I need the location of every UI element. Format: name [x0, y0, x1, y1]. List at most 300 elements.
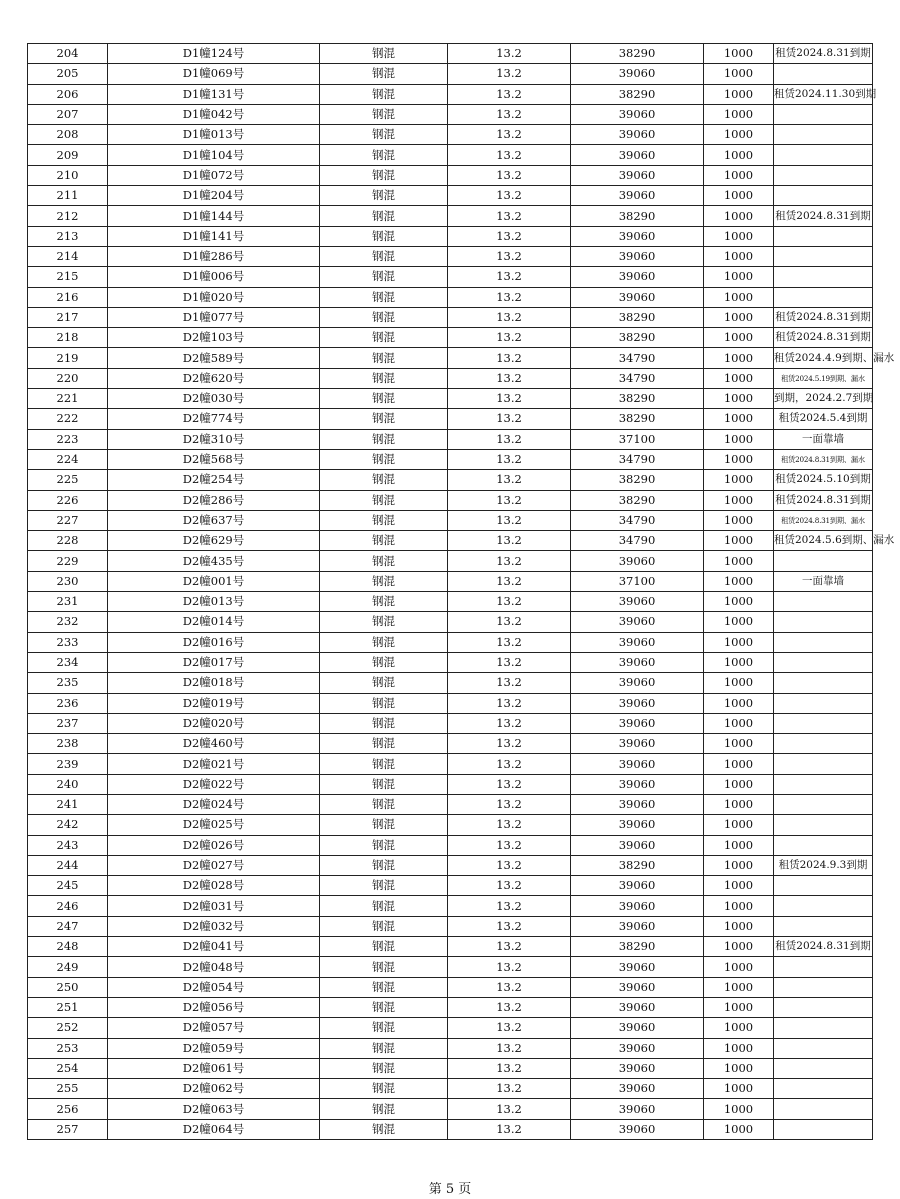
table-row [28, 510, 873, 530]
price-cell: 38290 [571, 470, 704, 490]
price-cell: 39060 [571, 145, 704, 165]
deposit-cell: 1000 [704, 835, 774, 855]
remark-cell [774, 957, 873, 977]
location-cell: D2幢061号 [108, 1058, 320, 1078]
area-cell: 13.2 [448, 125, 571, 145]
deposit-cell: 1000 [704, 1099, 774, 1119]
structure-cell: 钢混 [320, 937, 448, 957]
structure-cell: 钢混 [320, 348, 448, 368]
deposit-cell: 1000 [704, 1018, 774, 1038]
location-cell: D2幢018号 [108, 673, 320, 693]
deposit-cell: 1000 [704, 632, 774, 652]
price-cell: 38290 [571, 44, 704, 64]
deposit-cell: 1000 [704, 145, 774, 165]
table-row [28, 1079, 873, 1099]
location-cell: D1幢069号 [108, 64, 320, 84]
location-cell: D2幢025号 [108, 815, 320, 835]
structure-cell: 钢混 [320, 632, 448, 652]
row-number-cell: 238 [28, 734, 108, 754]
area-cell: 13.2 [448, 470, 571, 490]
location-cell: D2幢001号 [108, 571, 320, 591]
table-row [28, 1099, 873, 1119]
area-cell: 13.2 [448, 104, 571, 124]
remark-cell [774, 754, 873, 774]
remark-cell: 到期，2024.2.7到期 [774, 389, 873, 409]
remark-cell [774, 551, 873, 571]
location-cell: D2幢057号 [108, 1018, 320, 1038]
deposit-cell: 1000 [704, 896, 774, 916]
table-row [28, 490, 873, 510]
location-cell: D2幢589号 [108, 348, 320, 368]
table-row [28, 125, 873, 145]
remark-cell [774, 673, 873, 693]
price-cell: 39060 [571, 1018, 704, 1038]
deposit-cell: 1000 [704, 1079, 774, 1099]
structure-cell: 钢混 [320, 490, 448, 510]
row-number-cell: 209 [28, 145, 108, 165]
structure-cell: 钢混 [320, 997, 448, 1017]
price-cell: 39060 [571, 104, 704, 124]
price-cell: 34790 [571, 449, 704, 469]
location-cell: D2幢030号 [108, 389, 320, 409]
row-number-cell: 214 [28, 246, 108, 266]
table-row [28, 64, 873, 84]
area-cell: 13.2 [448, 815, 571, 835]
area-cell: 13.2 [448, 409, 571, 429]
location-cell: D2幢020号 [108, 713, 320, 733]
table-row [28, 652, 873, 672]
price-cell: 39060 [571, 794, 704, 814]
row-number-cell: 205 [28, 64, 108, 84]
remark-cell [774, 794, 873, 814]
location-cell: D2幢103号 [108, 328, 320, 348]
area-cell: 13.2 [448, 84, 571, 104]
deposit-cell: 1000 [704, 612, 774, 632]
remark-cell [774, 226, 873, 246]
area-cell: 13.2 [448, 957, 571, 977]
deposit-cell: 1000 [704, 44, 774, 64]
location-cell: D2幢021号 [108, 754, 320, 774]
deposit-cell: 1000 [704, 937, 774, 957]
remark-cell [774, 815, 873, 835]
price-cell: 38290 [571, 937, 704, 957]
remark-cell [774, 693, 873, 713]
location-cell: D1幢077号 [108, 307, 320, 327]
area-cell: 13.2 [448, 531, 571, 551]
price-cell: 39060 [571, 652, 704, 672]
table-row [28, 693, 873, 713]
row-number-cell: 235 [28, 673, 108, 693]
table-row [28, 531, 873, 551]
location-cell: D2幢024号 [108, 794, 320, 814]
location-cell: D2幢031号 [108, 896, 320, 916]
row-number-cell: 248 [28, 937, 108, 957]
price-cell: 38290 [571, 328, 704, 348]
table-row [28, 287, 873, 307]
table-row [28, 267, 873, 287]
price-cell: 39060 [571, 1079, 704, 1099]
row-number-cell: 218 [28, 328, 108, 348]
table-row [28, 612, 873, 632]
deposit-cell: 1000 [704, 815, 774, 835]
structure-cell: 钢混 [320, 1018, 448, 1038]
structure-cell: 钢混 [320, 429, 448, 449]
row-number-cell: 249 [28, 957, 108, 977]
remark-cell: 租赁2024.5.4到期 [774, 409, 873, 429]
location-cell: D2幢286号 [108, 490, 320, 510]
structure-cell: 钢混 [320, 876, 448, 896]
price-cell: 39060 [571, 165, 704, 185]
remark-cell [774, 64, 873, 84]
table-row [28, 937, 873, 957]
row-number-cell: 233 [28, 632, 108, 652]
remark-cell: 租赁2024.8.31到期 [774, 937, 873, 957]
table-row [28, 186, 873, 206]
structure-cell: 钢混 [320, 571, 448, 591]
deposit-cell: 1000 [704, 246, 774, 266]
area-cell: 13.2 [448, 267, 571, 287]
remark-cell [774, 1099, 873, 1119]
table-row [28, 307, 873, 327]
location-cell: D2幢017号 [108, 652, 320, 672]
deposit-cell: 1000 [704, 916, 774, 936]
row-number-cell: 232 [28, 612, 108, 632]
area-cell: 13.2 [448, 673, 571, 693]
structure-cell: 钢混 [320, 470, 448, 490]
remark-cell: 租赁2024.9.3到期 [774, 855, 873, 875]
area-cell: 13.2 [448, 44, 571, 64]
table-row [28, 145, 873, 165]
deposit-cell: 1000 [704, 307, 774, 327]
price-cell: 34790 [571, 510, 704, 530]
structure-cell: 钢混 [320, 835, 448, 855]
structure-cell: 钢混 [320, 1058, 448, 1078]
row-number-cell: 230 [28, 571, 108, 591]
location-cell: D2幢460号 [108, 734, 320, 754]
structure-cell: 钢混 [320, 713, 448, 733]
location-cell: D1幢006号 [108, 267, 320, 287]
structure-cell: 钢混 [320, 896, 448, 916]
location-cell: D2幢026号 [108, 835, 320, 855]
structure-cell: 钢混 [320, 957, 448, 977]
structure-cell: 钢混 [320, 145, 448, 165]
location-cell: D2幢629号 [108, 531, 320, 551]
price-cell: 39060 [571, 977, 704, 997]
area-cell: 13.2 [448, 997, 571, 1017]
remark-cell: 租赁2024.8.31到期、漏水 [774, 449, 873, 469]
deposit-cell: 1000 [704, 267, 774, 287]
remark-cell [774, 104, 873, 124]
price-cell: 34790 [571, 531, 704, 551]
structure-cell: 钢混 [320, 815, 448, 835]
location-cell: D2幢056号 [108, 997, 320, 1017]
area-cell: 13.2 [448, 490, 571, 510]
row-number-cell: 252 [28, 1018, 108, 1038]
row-number-cell: 245 [28, 876, 108, 896]
row-number-cell: 237 [28, 713, 108, 733]
area-cell: 13.2 [448, 977, 571, 997]
row-number-cell: 242 [28, 815, 108, 835]
location-cell: D2幢016号 [108, 632, 320, 652]
location-cell: D2幢310号 [108, 429, 320, 449]
remark-cell: 租赁2024.8.31到期 [774, 490, 873, 510]
row-number-cell: 253 [28, 1038, 108, 1058]
area-cell: 13.2 [448, 754, 571, 774]
remark-cell: 租赁2024.8.31到期 [774, 307, 873, 327]
price-cell: 39060 [571, 734, 704, 754]
structure-cell: 钢混 [320, 774, 448, 794]
area-cell: 13.2 [448, 713, 571, 733]
remark-cell: 租赁2024.5.19到期、漏水 [774, 368, 873, 388]
price-cell: 38290 [571, 855, 704, 875]
remark-cell [774, 267, 873, 287]
structure-cell: 钢混 [320, 267, 448, 287]
location-cell: D2幢019号 [108, 693, 320, 713]
structure-cell: 钢混 [320, 1099, 448, 1119]
table-row [28, 551, 873, 571]
structure-cell: 钢混 [320, 186, 448, 206]
location-cell: D1幢204号 [108, 186, 320, 206]
table-row [28, 328, 873, 348]
parking-space-table [27, 43, 895, 1140]
row-number-cell: 226 [28, 490, 108, 510]
price-cell: 38290 [571, 206, 704, 226]
row-number-cell: 234 [28, 652, 108, 672]
price-cell: 38290 [571, 490, 704, 510]
table-row [28, 997, 873, 1017]
area-cell: 13.2 [448, 449, 571, 469]
table-row [28, 713, 873, 733]
area-cell: 13.2 [448, 226, 571, 246]
row-number-cell: 213 [28, 226, 108, 246]
price-cell: 38290 [571, 84, 704, 104]
remark-cell [774, 1058, 873, 1078]
table-row [28, 571, 873, 591]
remark-cell: 租赁2024.4.9到期、漏水 [774, 348, 873, 368]
remark-cell [774, 186, 873, 206]
location-cell: D2幢774号 [108, 409, 320, 429]
structure-cell: 钢混 [320, 1079, 448, 1099]
table-row [28, 957, 873, 977]
remark-cell: 一面靠墙 [774, 571, 873, 591]
area-cell: 13.2 [448, 1018, 571, 1038]
price-cell: 39060 [571, 774, 704, 794]
location-cell: D2幢620号 [108, 368, 320, 388]
structure-cell: 钢混 [320, 368, 448, 388]
row-number-cell: 221 [28, 389, 108, 409]
row-number-cell: 254 [28, 1058, 108, 1078]
deposit-cell: 1000 [704, 571, 774, 591]
remark-cell: 租赁2024.5.6到期、漏水 [774, 531, 873, 551]
remark-cell [774, 287, 873, 307]
structure-cell: 钢混 [320, 165, 448, 185]
deposit-cell: 1000 [704, 186, 774, 206]
table-row [28, 734, 873, 754]
table-row [28, 896, 873, 916]
area-cell: 13.2 [448, 632, 571, 652]
area-cell: 13.2 [448, 855, 571, 875]
row-number-cell: 224 [28, 449, 108, 469]
deposit-cell: 1000 [704, 287, 774, 307]
row-number-cell: 240 [28, 774, 108, 794]
deposit-cell: 1000 [704, 592, 774, 612]
page-number: 第 5 页 [428, 1182, 472, 1197]
row-number-cell: 204 [28, 44, 108, 64]
deposit-cell: 1000 [704, 997, 774, 1017]
remark-cell: 租赁2024.8.31到期 [774, 328, 873, 348]
structure-cell: 钢混 [320, 226, 448, 246]
table-row [28, 389, 873, 409]
location-cell: D1幢131号 [108, 84, 320, 104]
deposit-cell: 1000 [704, 794, 774, 814]
table-row [28, 815, 873, 835]
remark-cell: 租赁2024.8.31到期、漏水 [774, 510, 873, 530]
remark-cell [774, 592, 873, 612]
location-cell: D1幢013号 [108, 125, 320, 145]
remark-cell [774, 1018, 873, 1038]
structure-cell: 钢混 [320, 64, 448, 84]
deposit-cell: 1000 [704, 429, 774, 449]
deposit-cell: 1000 [704, 348, 774, 368]
location-cell: D2幢041号 [108, 937, 320, 957]
table-row [28, 165, 873, 185]
row-number-cell: 212 [28, 206, 108, 226]
area-cell: 13.2 [448, 165, 571, 185]
price-cell: 39060 [571, 1058, 704, 1078]
row-number-cell: 247 [28, 916, 108, 936]
price-cell: 39060 [571, 64, 704, 84]
row-number-cell: 208 [28, 125, 108, 145]
location-cell: D2幢022号 [108, 774, 320, 794]
deposit-cell: 1000 [704, 409, 774, 429]
price-cell: 39060 [571, 997, 704, 1017]
structure-cell: 钢混 [320, 652, 448, 672]
row-number-cell: 220 [28, 368, 108, 388]
row-number-cell: 246 [28, 896, 108, 916]
area-cell: 13.2 [448, 186, 571, 206]
table-row [28, 449, 873, 469]
table-row [28, 876, 873, 896]
row-number-cell: 231 [28, 592, 108, 612]
structure-cell: 钢混 [320, 916, 448, 936]
price-cell: 39060 [571, 673, 704, 693]
deposit-cell: 1000 [704, 1038, 774, 1058]
price-cell: 39060 [571, 693, 704, 713]
remark-cell [774, 876, 873, 896]
table-body [28, 44, 895, 1140]
row-number-cell: 239 [28, 754, 108, 774]
table-row [28, 835, 873, 855]
deposit-cell: 1000 [704, 125, 774, 145]
table-row [28, 1119, 873, 1139]
table-row [28, 246, 873, 266]
structure-cell: 钢混 [320, 206, 448, 226]
structure-cell: 钢混 [320, 389, 448, 409]
location-cell: D2幢064号 [108, 1119, 320, 1139]
remark-cell: 租赁2024.5.10到期 [774, 470, 873, 490]
deposit-cell: 1000 [704, 328, 774, 348]
remark-cell [774, 774, 873, 794]
area-cell: 13.2 [448, 612, 571, 632]
table-row [28, 977, 873, 997]
row-number-cell: 229 [28, 551, 108, 571]
structure-cell: 钢混 [320, 693, 448, 713]
deposit-cell: 1000 [704, 876, 774, 896]
deposit-cell: 1000 [704, 104, 774, 124]
location-cell: D2幢014号 [108, 612, 320, 632]
structure-cell: 钢混 [320, 673, 448, 693]
structure-cell: 钢混 [320, 1119, 448, 1139]
deposit-cell: 1000 [704, 693, 774, 713]
area-cell: 13.2 [448, 794, 571, 814]
structure-cell: 钢混 [320, 734, 448, 754]
row-number-cell: 207 [28, 104, 108, 124]
table-row [28, 1018, 873, 1038]
area-cell: 13.2 [448, 1058, 571, 1078]
price-cell: 39060 [571, 896, 704, 916]
price-cell: 39060 [571, 815, 704, 835]
row-number-cell: 211 [28, 186, 108, 206]
area-cell: 13.2 [448, 876, 571, 896]
remark-cell [774, 612, 873, 632]
row-number-cell: 210 [28, 165, 108, 185]
area-cell: 13.2 [448, 592, 571, 612]
location-cell: D2幢063号 [108, 1099, 320, 1119]
row-number-cell: 228 [28, 531, 108, 551]
area-cell: 13.2 [448, 1079, 571, 1099]
area-cell: 13.2 [448, 1038, 571, 1058]
location-cell: D1幢141号 [108, 226, 320, 246]
remark-cell: 租赁2024.11.30到期 [774, 84, 873, 104]
remark-cell: 一面靠墙 [774, 429, 873, 449]
structure-cell: 钢混 [320, 855, 448, 875]
remark-cell [774, 997, 873, 1017]
location-cell: D1幢286号 [108, 246, 320, 266]
area-cell: 13.2 [448, 368, 571, 388]
area-cell: 13.2 [448, 734, 571, 754]
price-cell: 39060 [571, 1038, 704, 1058]
price-cell: 39060 [571, 1099, 704, 1119]
location-cell: D2幢054号 [108, 977, 320, 997]
price-cell: 37100 [571, 429, 704, 449]
area-cell: 13.2 [448, 64, 571, 84]
price-cell: 39060 [571, 287, 704, 307]
table-row [28, 1058, 873, 1078]
location-cell: D2幢032号 [108, 916, 320, 936]
row-number-cell: 217 [28, 307, 108, 327]
location-cell: D2幢028号 [108, 876, 320, 896]
row-number-cell: 227 [28, 510, 108, 530]
price-cell: 39060 [571, 754, 704, 774]
remark-cell [774, 1079, 873, 1099]
location-cell: D1幢020号 [108, 287, 320, 307]
price-cell: 39060 [571, 957, 704, 977]
remark-cell [774, 896, 873, 916]
row-number-cell: 206 [28, 84, 108, 104]
price-cell: 39060 [571, 186, 704, 206]
table-row [28, 673, 873, 693]
price-cell: 38290 [571, 307, 704, 327]
remark-cell: 租赁2024.8.31到期 [774, 206, 873, 226]
location-cell: D2幢254号 [108, 470, 320, 490]
row-number-cell: 250 [28, 977, 108, 997]
location-cell: D1幢124号 [108, 44, 320, 64]
price-cell: 39060 [571, 632, 704, 652]
location-cell: D1幢072号 [108, 165, 320, 185]
deposit-cell: 1000 [704, 551, 774, 571]
location-cell: D1幢042号 [108, 104, 320, 124]
deposit-cell: 1000 [704, 510, 774, 530]
